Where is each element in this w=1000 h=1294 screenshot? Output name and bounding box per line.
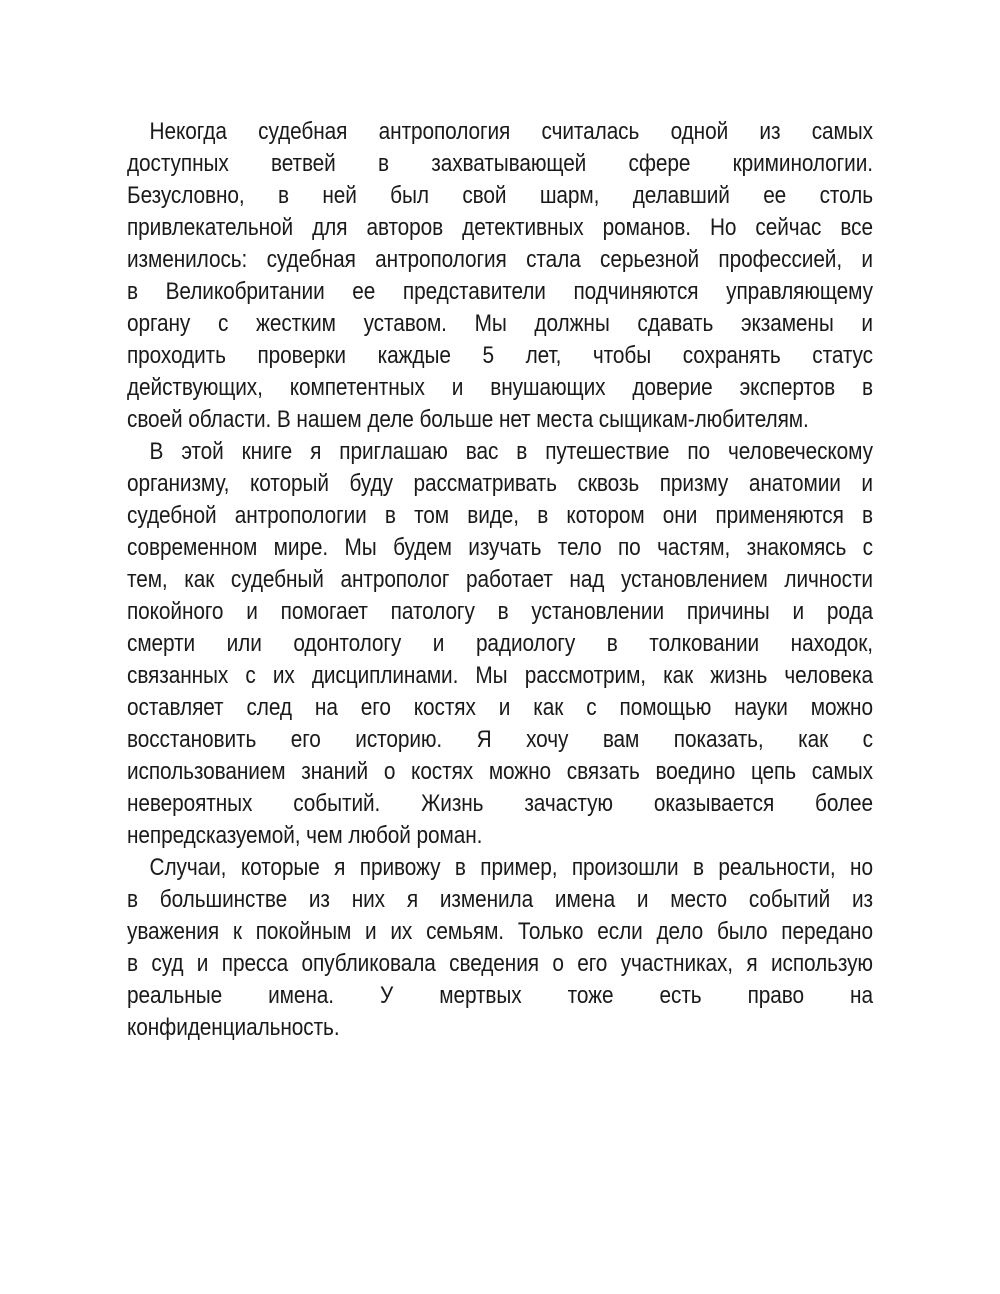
- text-line: конфиденциальность.: [127, 1014, 340, 1041]
- text-line: В этой книге я приглашаю вас в путешествие по человеческому: [149, 438, 873, 465]
- text-line: реальные имена. У мертвых тоже есть право на: [127, 982, 873, 1009]
- text-line: невероятных событий. Жизнь зачастую оказывается более: [127, 790, 873, 817]
- text-line: организму, который буду рассматривать сквозь призму анатомии и: [127, 470, 873, 497]
- text-line: судебной антропологии в том виде, в котором они применяются в: [127, 502, 873, 529]
- text-line: Некогда судебная антропология считалась одной из самых: [149, 118, 873, 145]
- text-line: привлекательной для авторов детективных романов. Но сейчас все: [127, 214, 873, 241]
- text-line: проходить проверки каждые 5 лет, чтобы сохранять статус: [127, 342, 873, 369]
- text-line: покойного и помогает патологу в установлении причины и рода: [127, 598, 873, 625]
- page-text: [127, 116, 873, 1044]
- text-line: использованием знаний о костях можно связать воедино цепь самых: [127, 758, 873, 785]
- text-line: Безусловно, в ней был свой шарм, делавший ее столь: [127, 182, 873, 209]
- text-line: в большинстве из них я изменила имена и место событий из: [127, 886, 873, 913]
- text-line: тем, как судебный антрополог работает над установлением личности: [127, 566, 873, 593]
- text-line: оставляет след на его костях и как с помощью науки можно: [127, 694, 873, 721]
- text-line: восстановить его историю. Я хочу вам показать, как с: [127, 726, 873, 753]
- paragraph: [127, 852, 873, 1044]
- text-line: связанных с их дисциплинами. Мы рассмотрим, как жизнь человека: [127, 662, 873, 689]
- text-line: действующих, компетентных и внушающих доверие экспертов в: [127, 374, 873, 401]
- text-line: доступных ветвей в захватывающей сфере криминологии.: [127, 150, 873, 177]
- text-line: уважения к покойным и их семьям. Только если дело было передано: [127, 918, 873, 945]
- paragraph: [127, 116, 873, 436]
- text-line: современном мире. Мы будем изучать тело по частям, знакомясь с: [127, 534, 873, 561]
- text-line: в суд и пресса опубликовала сведения о его участниках, я использую: [127, 950, 873, 977]
- text-line: своей области. В нашем деле больше нет места сыщикам-любителям.: [127, 406, 809, 433]
- text-line: непредсказуемой, чем любой роман.: [127, 822, 483, 849]
- text-line: смерти или одонтологу и радиологу в толковании находок,: [127, 630, 873, 657]
- text-line: изменилось: судебная антропология стала серьезной профессией, и: [127, 246, 873, 273]
- paragraph: [127, 436, 873, 852]
- text-line: Случаи, которые я привожу в пример, произошли в реальности, но: [149, 854, 873, 881]
- text-line: органу с жестким уставом. Мы должны сдавать экзамены и: [127, 310, 873, 337]
- text-line: в Великобритании ее представители подчиняются управляющему: [127, 278, 873, 305]
